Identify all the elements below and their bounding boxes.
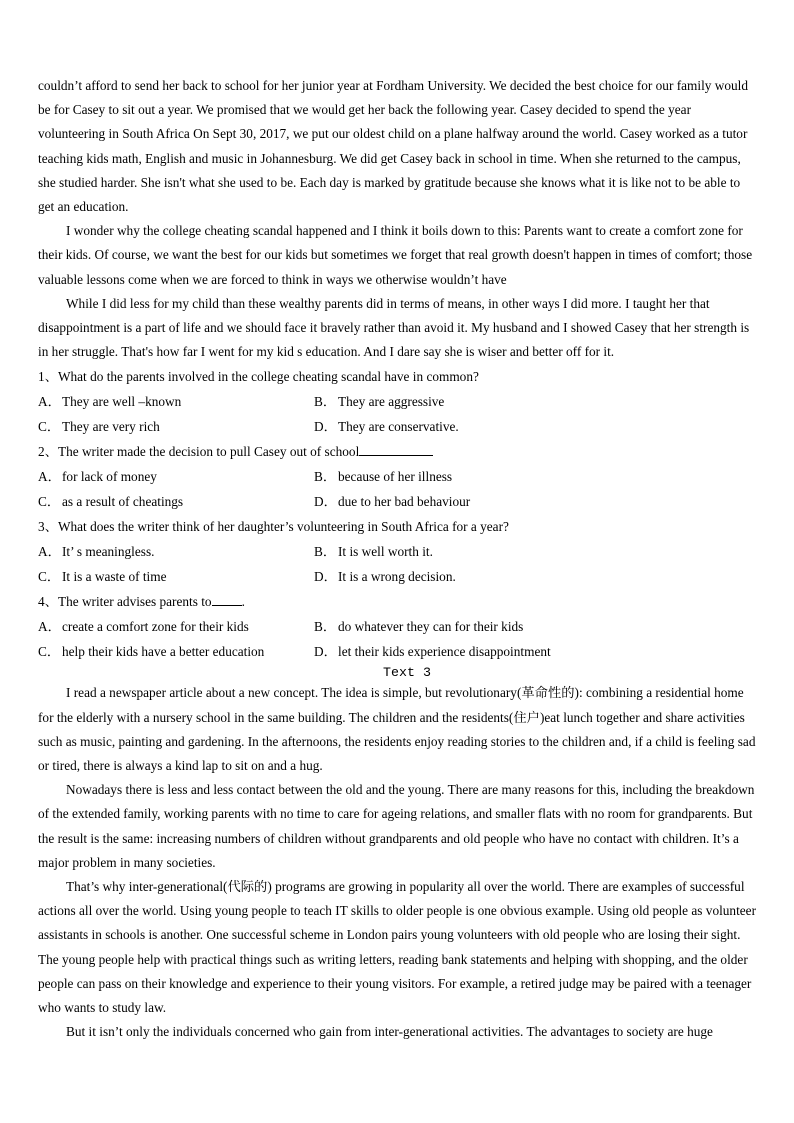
section-title: Text 3: [383, 665, 431, 681]
options-row: [38, 564, 758, 589]
option-letter: C．: [38, 569, 61, 585]
question-2: [38, 439, 758, 514]
option-text: as a result of cheatings: [62, 494, 184, 510]
option-letter: A．: [38, 469, 61, 485]
option-text: for lack of money: [62, 469, 157, 485]
passage-paragraph: couldn’t afford to send her back to school for her junior year at Fordham University. We decided the best choice for our family would be for Casey to sit out a year. We promised that we would get her back the following year. Casey decided to spend the year volunteering in South Africa On Sept 30, 2017, we put our oldest child on a plane halfway around the world. Casey worked as a tutor teaching kids math, English and music in Johannesburg. We did get Casey back in school in time. When she returned to the campus, she studied harder. She isn't what she used to be. Each day is marked by gratitude because she knows what it is like not to be able to get an education.: [38, 78, 748, 215]
passage-paragraph: That’s why inter-generational(代际的) programs are growing in popularity all over the world. There are examples of successful actions all over the world. Using young people to teach IT skills to older people is one obvious example. Using old people as volunteer assistants in schools is another. One successful scheme in London pairs young volunteers with old people who are losing their sight. The young people help with practical things such as writing letters, reading bank statements and helping with shopping, and the older people can pass on their knowledge and experience to their young visitors. For example, a retired judge may be paired with a teenager who wants to study law.: [38, 879, 757, 1016]
option-text: It is a wrong decision.: [338, 569, 456, 585]
passage-paragraph: Nowadays there is less and less contact between the old and the young. There are many reasons for this, including the breakdown of the extended family, working parents with no time to care for ageing relations, and smaller flats with no room for grandparents. But the result is the same: increasing numbers of children without grandparents and old people who have no contact with children. It’s a major problem in many societies.: [38, 782, 755, 870]
options-row: [38, 539, 758, 564]
option-letter: B．: [314, 394, 337, 410]
option-a[interactable]: [38, 539, 314, 564]
options-row: [38, 464, 758, 489]
option-a[interactable]: [38, 614, 314, 639]
option-text: because of her illness: [338, 469, 453, 485]
option-text: They are aggressive: [338, 394, 445, 410]
option-a[interactable]: [38, 389, 314, 414]
option-c[interactable]: [38, 639, 314, 664]
option-letter: C．: [38, 419, 61, 435]
option-text: create a comfort zone for their kids: [62, 619, 249, 635]
option-letter: A．: [38, 619, 61, 635]
question-text: What do the parents involved in the college cheating scandal have in common?: [57, 369, 479, 385]
options-row: [38, 389, 758, 414]
option-b[interactable]: [314, 389, 444, 414]
option-text: help their kids have a better education: [62, 644, 265, 660]
options-row: [38, 614, 758, 639]
option-letter: A．: [38, 394, 61, 410]
answer-blank: [359, 444, 433, 456]
option-d[interactable]: [314, 564, 456, 589]
option-letter: D．: [314, 569, 337, 585]
option-a[interactable]: [38, 464, 314, 489]
option-letter: D．: [314, 494, 337, 510]
option-text: let their kids experience disappointment: [338, 644, 551, 660]
option-letter: B．: [314, 469, 337, 485]
option-b[interactable]: [314, 464, 452, 489]
options-row: [38, 639, 758, 664]
question-number: 1、: [38, 369, 58, 385]
passage-paragraph: I read a newspaper article about a new concept. The idea is simple, but revolutionary(革命性的): combining a residential home for the elderly with a nursery school in the same building. The children and the residents(住户)eat lunch together and share activities such as music, painting and gardening. In the afternoons, the residents enjoy reading stories to the children and, if a child is feeling sad or tired, there is always a kind lap to sit on and a hug.: [38, 685, 756, 774]
question-4: [38, 589, 758, 664]
question-stem: [38, 514, 758, 539]
passage-paragraph: I wonder why the college cheating scandal happened and I think it boils down to this: Parents want to create a comfort zone for their kids. Of course, we want the best for our kids but sometimes we forget that real growth doesn't happen in times of comfort; those valuable lessons come when we are forced to think in ways we otherwise wouldn’t have: [38, 223, 753, 287]
option-letter: C．: [38, 644, 61, 660]
passage-paragraph: But it isn’t only the individuals concerned who gain from inter-generational activities. The advantages to society are huge: [66, 1024, 713, 1040]
question-suffix: .: [241, 594, 245, 610]
option-text: do whatever they can for their kids: [338, 619, 524, 635]
option-d[interactable]: [314, 414, 459, 439]
option-text: due to her bad behaviour: [338, 494, 471, 510]
question-text: What does the writer think of her daughter’s volunteering in South Africa for a year?: [57, 519, 509, 535]
passage-text2-continuation: [38, 74, 758, 364]
question-stem: [38, 589, 758, 614]
option-d[interactable]: [314, 489, 470, 514]
question-number: 2、: [38, 444, 58, 460]
option-text: They are conservative.: [338, 419, 459, 435]
option-b[interactable]: [314, 539, 433, 564]
document-page: [38, 74, 758, 1044]
option-text: They are very rich: [62, 419, 160, 435]
option-text: They are well –known: [62, 394, 182, 410]
questions-section: [38, 364, 758, 664]
option-c[interactable]: [38, 414, 314, 439]
option-letter: B．: [314, 619, 337, 635]
question-number: 4、: [38, 594, 58, 610]
option-letter: C．: [38, 494, 61, 510]
answer-blank: [212, 594, 242, 606]
question-1: [38, 364, 758, 439]
question-number: 3、: [38, 519, 58, 535]
question-stem: [38, 364, 758, 389]
option-text: It’ s meaningless.: [62, 544, 155, 560]
passage-paragraph: While I did less for my child than these wealthy parents did in terms of means, in other ways I did more. I taught her that disappointment is a part of life and we should face it bravely rather than avoid it. My husband and I showed Casey that her strength is in her struggle. That's how far I went for my kid s education. And I dare say she is wiser and better off for it.: [38, 295, 750, 360]
question-text: The writer made the decision to pull Casey out of school: [57, 444, 360, 460]
option-letter: A．: [38, 544, 61, 560]
option-text: It is well worth it.: [338, 544, 433, 560]
option-b[interactable]: [314, 614, 523, 639]
passage-text3: [38, 664, 758, 1044]
option-letter: D．: [314, 644, 337, 660]
option-d[interactable]: [314, 639, 551, 664]
option-letter: B．: [314, 544, 337, 560]
question-stem: [38, 439, 758, 464]
option-c[interactable]: [38, 489, 314, 514]
option-c[interactable]: [38, 564, 314, 589]
options-row: [38, 489, 758, 514]
question-text: The writer advises parents to: [57, 594, 212, 610]
option-letter: D．: [314, 419, 337, 435]
question-3: [38, 514, 758, 589]
option-text: It is a waste of time: [62, 569, 167, 585]
options-row: [38, 414, 758, 439]
